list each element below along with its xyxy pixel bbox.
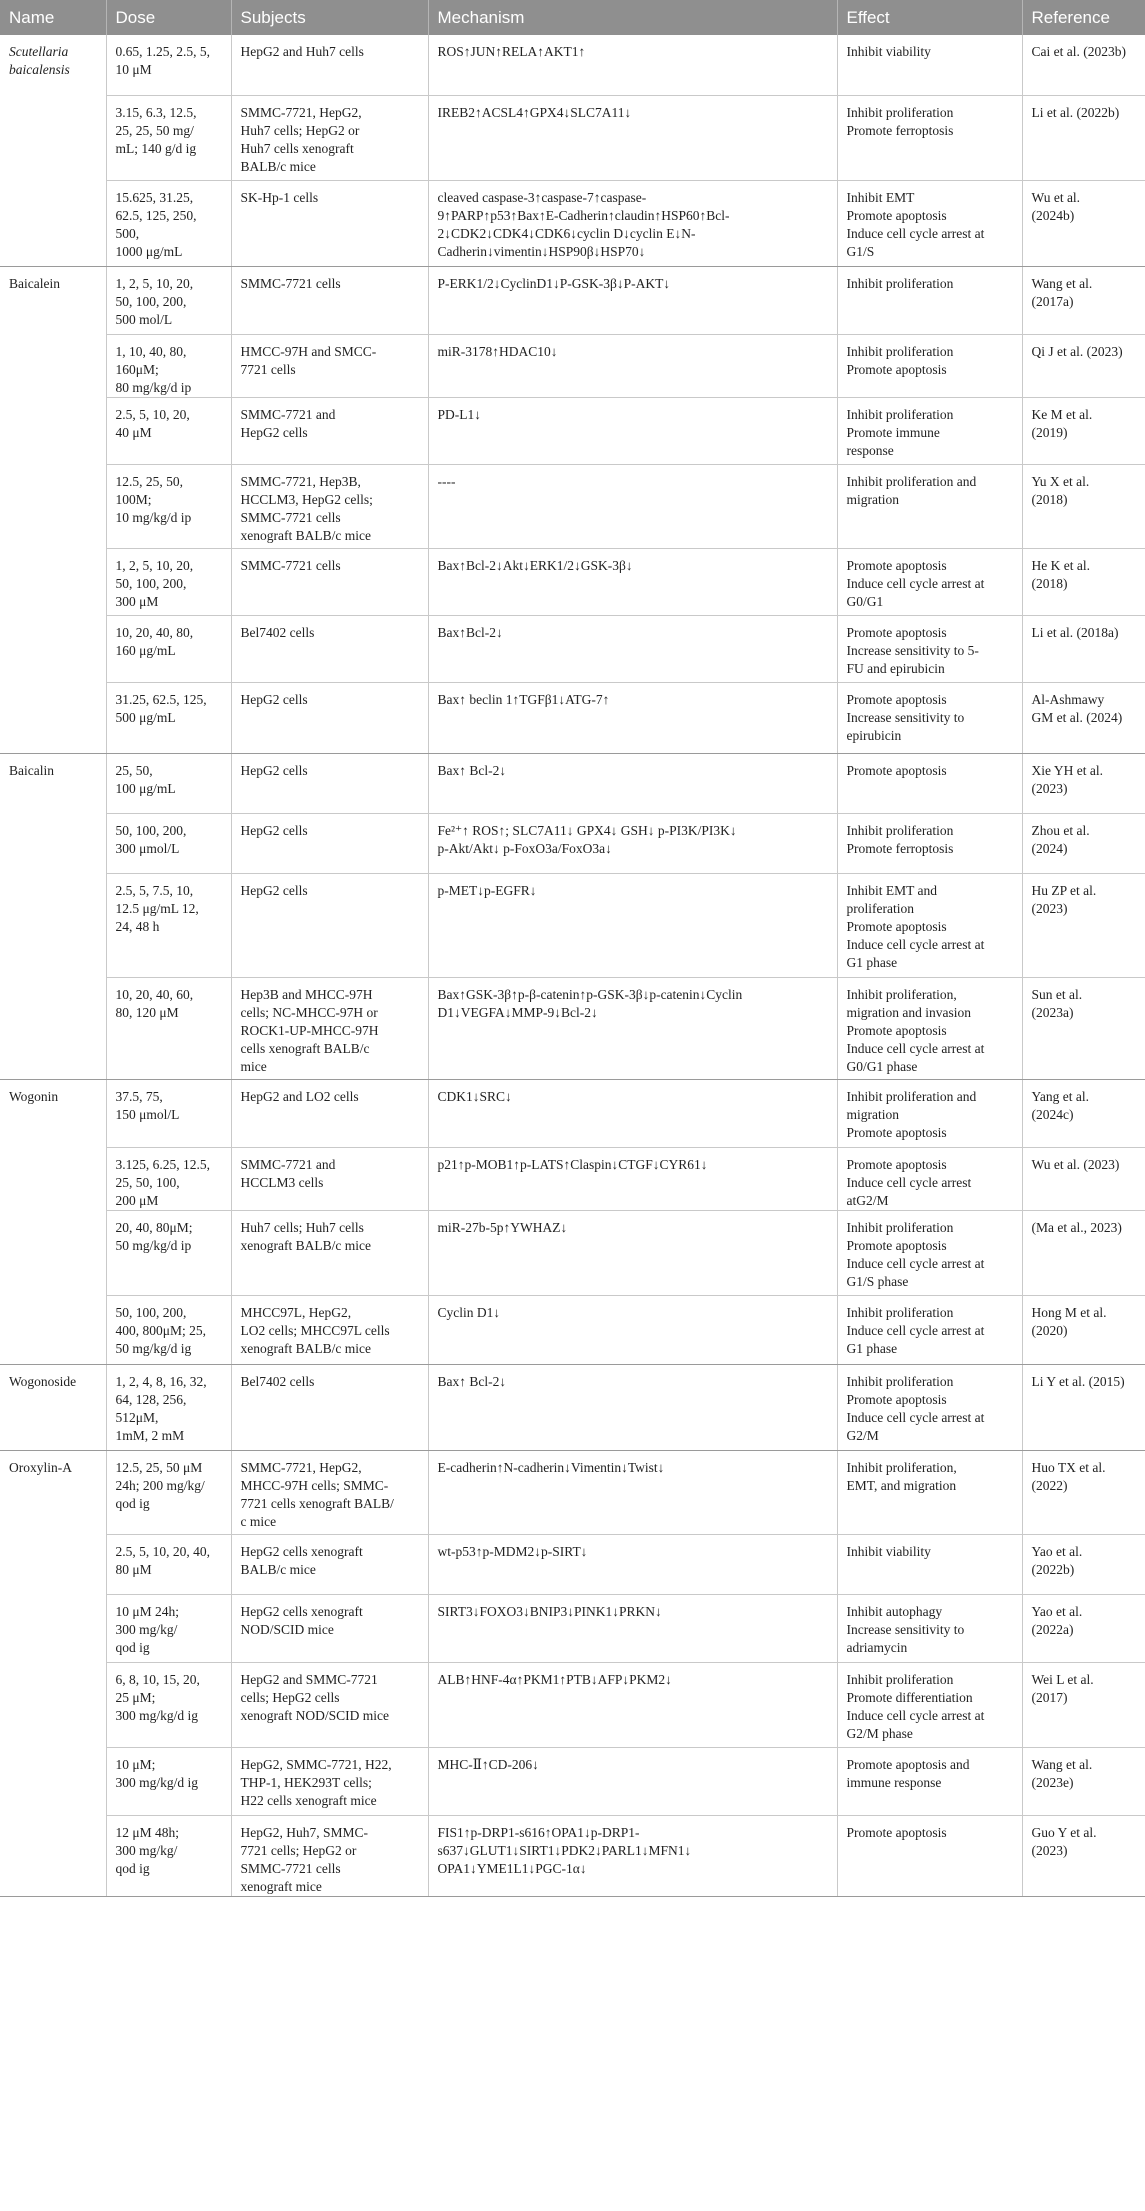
dose-cell: 10 μM; 300 mg/kg/d ig <box>106 1747 231 1815</box>
mechanism-cell: CDK1↓SRC↓ <box>428 1079 837 1147</box>
reference-cell: Yao et al. (2022a) <box>1022 1594 1145 1662</box>
table-row <box>0 548 1145 615</box>
reference-cell: He K et al. (2018) <box>1022 548 1145 615</box>
effect-cell: Inhibit proliferation, EMT, and migration <box>837 1450 1022 1534</box>
reference-cell: Li et al. (2022b) <box>1022 95 1145 180</box>
mechanism-cell: P-ERK1/2↓CyclinD1↓P-GSK-3β↓P-AKT↓ <box>428 266 837 334</box>
table-row <box>0 1079 1145 1147</box>
dose-cell: 25, 50, 100 μg/mL <box>106 753 231 813</box>
header-effect: Effect <box>837 0 1022 35</box>
header-row <box>0 0 1145 35</box>
table-row <box>0 35 1145 95</box>
compound-name: Baicalein <box>0 266 106 753</box>
dose-cell: 12.5, 25, 50, 100M; 10 mg/kg/d ip <box>106 464 231 548</box>
mechanism-cell: cleaved caspase-3↑caspase-7↑caspase- 9↑PARP↑p53↑Bax↑E-Cadherin↑claudin↑HSP60↑Bcl- 2↓CDK2↓CDK4↓CDK6↓cyclin D↓cyclin E↓N- Cadherin↓vimentin↓HSP90β↓HSP70↓ <box>428 180 837 266</box>
dose-cell: 3.125, 6.25, 12.5, 25, 50, 100, 200 μM <box>106 1147 231 1210</box>
effect-cell: Promote apoptosis Increase sensitivity to 5- FU and epirubicin <box>837 615 1022 682</box>
table-row <box>0 1210 1145 1295</box>
reference-cell: (Ma et al., 2023) <box>1022 1210 1145 1295</box>
dose-cell: 3.15, 6.3, 12.5, 25, 25, 50 mg/ mL; 140 g/d ig <box>106 95 231 180</box>
reference-cell: Qi J et al. (2023) <box>1022 334 1145 397</box>
dose-cell: 0.65, 1.25, 2.5, 5, 10 μM <box>106 35 231 95</box>
dose-cell: 37.5, 75, 150 μmol/L <box>106 1079 231 1147</box>
reference-cell: Yu X et al. (2018) <box>1022 464 1145 548</box>
dose-cell: 1, 2, 4, 8, 16, 32, 64, 128, 256, 512μM, 1mM, 2 mM <box>106 1364 231 1450</box>
reference-cell: Ke M et al. (2019) <box>1022 397 1145 464</box>
effect-cell: Promote apoptosis and immune response <box>837 1747 1022 1815</box>
dose-cell: 50, 100, 200, 300 μmol/L <box>106 813 231 873</box>
dose-cell: 10, 20, 40, 80, 160 μg/mL <box>106 615 231 682</box>
dose-cell: 31.25, 62.5, 125, 500 μg/mL <box>106 682 231 753</box>
effect-cell: Promote apoptosis Induce cell cycle arrest atG2/M <box>837 1147 1022 1210</box>
reference-cell: Wang et al. (2017a) <box>1022 266 1145 334</box>
table-row <box>0 1450 1145 1534</box>
effect-cell: Inhibit proliferation and migration Promote apoptosis <box>837 1079 1022 1147</box>
subjects-cell: SMMC-7721 and HepG2 cells <box>231 397 428 464</box>
mechanism-cell: ROS↑JUN↑RELA↑AKT1↑ <box>428 35 837 95</box>
subjects-cell: HepG2 cells <box>231 753 428 813</box>
effect-cell: Inhibit viability <box>837 35 1022 95</box>
effect-cell: Inhibit viability <box>837 1534 1022 1594</box>
table-body <box>0 35 1145 1896</box>
subjects-cell: HepG2, SMMC-7721, H22, THP-1, HEK293T cells; H22 cells xenograft mice <box>231 1747 428 1815</box>
mechanism-cell: Bax↑Bcl-2↓ <box>428 615 837 682</box>
table-row <box>0 1815 1145 1896</box>
effect-cell: Promote apoptosis Induce cell cycle arrest at G0/G1 <box>837 548 1022 615</box>
mechanism-cell: ALB↑HNF-4α↑PKM1↑PTB↓AFP↓PKM2↓ <box>428 1662 837 1747</box>
effect-cell: Inhibit proliferation Promote apoptosis Induce cell cycle arrest at G1/S phase <box>837 1210 1022 1295</box>
effect-cell: Inhibit proliferation and migration <box>837 464 1022 548</box>
reference-cell: Li Y et al. (2015) <box>1022 1364 1145 1450</box>
mechanism-cell: Fe²⁺↑ ROS↑; SLC7A11↓ GPX4↓ GSH↓ p-PI3K/PI3K↓ p-Akt/Akt↓ p-FoxO3a/FoxO3a↓ <box>428 813 837 873</box>
subjects-cell: SMMC-7721 and HCCLM3 cells <box>231 1147 428 1210</box>
effect-cell: Promote apoptosis <box>837 753 1022 813</box>
effect-cell: Inhibit proliferation Promote apoptosis <box>837 334 1022 397</box>
reference-cell: Hu ZP et al. (2023) <box>1022 873 1145 977</box>
subjects-cell: HepG2 cells <box>231 813 428 873</box>
dose-cell: 2.5, 5, 10, 20, 40 μM <box>106 397 231 464</box>
subjects-cell: HepG2 cells <box>231 682 428 753</box>
subjects-cell: SMMC-7721, HepG2, MHCC-97H cells; SMMC- 7721 cells xenograft BALB/ c mice <box>231 1450 428 1534</box>
subjects-cell: HepG2 and SMMC-7721 cells; HepG2 cells xenograft NOD/SCID mice <box>231 1662 428 1747</box>
mechanism-cell: Bax↑ Bcl-2↓ <box>428 753 837 813</box>
reference-cell: Wu et al. (2023) <box>1022 1147 1145 1210</box>
dose-cell: 6, 8, 10, 15, 20, 25 μM; 300 mg/kg/d ig <box>106 1662 231 1747</box>
reference-cell: Li et al. (2018a) <box>1022 615 1145 682</box>
mechanism-cell: Bax↑ Bcl-2↓ <box>428 1364 837 1450</box>
table-row <box>0 873 1145 977</box>
dose-cell: 10, 20, 40, 60, 80, 120 μM <box>106 977 231 1079</box>
reference-cell: Xie YH et al. (2023) <box>1022 753 1145 813</box>
effect-cell: Inhibit proliferation Promote ferroptosis <box>837 813 1022 873</box>
table-row <box>0 1747 1145 1815</box>
reference-cell: Wei L et al. (2017) <box>1022 1662 1145 1747</box>
effect-cell: Inhibit proliferation, migration and invasion Promote apoptosis Induce cell cycle arrest at G0/G1 phase <box>837 977 1022 1079</box>
mechanism-cell: p21↑p-MOB1↑p-LATS↑Claspin↓CTGF↓CYR61↓ <box>428 1147 837 1210</box>
mechanism-cell: Bax↑ beclin 1↑TGFβ1↓ATG-7↑ <box>428 682 837 753</box>
dose-cell: 2.5, 5, 10, 20, 40, 80 μM <box>106 1534 231 1594</box>
dose-cell: 1, 2, 5, 10, 20, 50, 100, 200, 500 mol/L <box>106 266 231 334</box>
effect-cell: Inhibit proliferation Promote ferroptosis <box>837 95 1022 180</box>
mechanism-cell: ---- <box>428 464 837 548</box>
dose-cell: 12.5, 25, 50 μM 24h; 200 mg/kg/ qod ig <box>106 1450 231 1534</box>
table-row <box>0 977 1145 1079</box>
reference-cell: Huo TX et al. (2022) <box>1022 1450 1145 1534</box>
dose-cell: 12 μM 48h; 300 mg/kg/ qod ig <box>106 1815 231 1896</box>
dose-cell: 20, 40, 80μM; 50 mg/kg/d ip <box>106 1210 231 1295</box>
header-name: Name <box>0 0 106 35</box>
mechanism-cell: IREB2↑ACSL4↑GPX4↓SLC7A11↓ <box>428 95 837 180</box>
table-row <box>0 95 1145 180</box>
header-dose: Dose <box>106 0 231 35</box>
mechanism-cell: p-MET↓p-EGFR↓ <box>428 873 837 977</box>
compound-name: Wogonoside <box>0 1364 106 1450</box>
subjects-cell: MHCC97L, HepG2, LO2 cells; MHCC97L cells xenograft BALB/c mice <box>231 1295 428 1364</box>
header-reference: Reference <box>1022 0 1145 35</box>
mechanism-cell: miR-27b-5p↑YWHAZ↓ <box>428 1210 837 1295</box>
compound-name: Oroxylin-A <box>0 1450 106 1896</box>
table-row <box>0 266 1145 334</box>
subjects-cell: HepG2 cells xenograft NOD/SCID mice <box>231 1594 428 1662</box>
dose-cell: 15.625, 31.25, 62.5, 125, 250, 500, 1000 μg/mL <box>106 180 231 266</box>
subjects-cell: SK-Hp-1 cells <box>231 180 428 266</box>
table-row <box>0 615 1145 682</box>
table-row <box>0 1364 1145 1450</box>
mechanism-cell: MHC-Ⅱ↑CD-206↓ <box>428 1747 837 1815</box>
subjects-cell: Bel7402 cells <box>231 615 428 682</box>
reference-cell: Zhou et al. (2024) <box>1022 813 1145 873</box>
table-row <box>0 682 1145 753</box>
mechanism-cell: PD-L1↓ <box>428 397 837 464</box>
mechanism-cell: FIS1↑p-DRP1-s616↑OPA1↓p-DRP1- s637↓GLUT1↓SIRT1↓PDK2↓PARL1↓MFN1↓ OPA1↓YME1L1↓PGC-1α↓ <box>428 1815 837 1896</box>
dose-cell: 2.5, 5, 7.5, 10, 12.5 μg/mL 12, 24, 48 h <box>106 873 231 977</box>
dose-cell: 50, 100, 200, 400, 800μM; 25, 50 mg/kg/d ig <box>106 1295 231 1364</box>
mechanism-cell: E-cadherin↑N-cadherin↓Vimentin↓Twist↓ <box>428 1450 837 1534</box>
subjects-cell: HMCC-97H and SMCC- 7721 cells <box>231 334 428 397</box>
reference-cell: Sun et al. (2023a) <box>1022 977 1145 1079</box>
effect-cell: Inhibit autophagy Increase sensitivity to adriamycin <box>837 1594 1022 1662</box>
dose-cell: 1, 2, 5, 10, 20, 50, 100, 200, 300 μM <box>106 548 231 615</box>
table-row <box>0 1147 1145 1210</box>
effect-cell: Inhibit proliferation Induce cell cycle arrest at G1 phase <box>837 1295 1022 1364</box>
subjects-cell: HepG2 cells xenograft BALB/c mice <box>231 1534 428 1594</box>
table-row <box>0 464 1145 548</box>
compound-name: Scutellaria baicalensis <box>0 35 106 266</box>
table-row <box>0 1662 1145 1747</box>
compound-name: Wogonin <box>0 1079 106 1364</box>
table-row <box>0 1594 1145 1662</box>
effect-cell: Inhibit EMT Promote apoptosis Induce cell cycle arrest at G1/S <box>837 180 1022 266</box>
mechanism-cell: wt-p53↑p-MDM2↓p-SIRT↓ <box>428 1534 837 1594</box>
table-row <box>0 397 1145 464</box>
table-row <box>0 180 1145 266</box>
reference-cell: Al-Ashmawy GM et al. (2024) <box>1022 682 1145 753</box>
effect-cell: Inhibit proliferation Promote immune response <box>837 397 1022 464</box>
reference-cell: Hong M et al. (2020) <box>1022 1295 1145 1364</box>
table-header <box>0 0 1145 35</box>
subjects-cell: HepG2 and Huh7 cells <box>231 35 428 95</box>
table-row <box>0 813 1145 873</box>
table-row <box>0 1295 1145 1364</box>
effect-cell: Inhibit EMT and proliferation Promote apoptosis Induce cell cycle arrest at G1 phase <box>837 873 1022 977</box>
mechanism-cell: Cyclin D1↓ <box>428 1295 837 1364</box>
mechanism-cell: SIRT3↓FOXO3↓BNIP3↓PINK1↓PRKN↓ <box>428 1594 837 1662</box>
reference-cell: Yang et al. (2024c) <box>1022 1079 1145 1147</box>
table-row <box>0 753 1145 813</box>
header-subjects: Subjects <box>231 0 428 35</box>
subjects-cell: HepG2 and LO2 cells <box>231 1079 428 1147</box>
mechanism-cell: Bax↑GSK-3β↑p-β-catenin↑p-GSK-3β↓p-catenin↓Cyclin D1↓VEGFA↓MMP-9↓Bcl-2↓ <box>428 977 837 1079</box>
dose-cell: 10 μM 24h; 300 mg/kg/ qod ig <box>106 1594 231 1662</box>
effect-cell: Inhibit proliferation <box>837 266 1022 334</box>
effect-cell: Promote apoptosis Increase sensitivity to epirubicin <box>837 682 1022 753</box>
subjects-cell: SMMC-7721 cells <box>231 266 428 334</box>
effect-cell: Promote apoptosis <box>837 1815 1022 1896</box>
dose-cell: 1, 10, 40, 80, 160μM; 80 mg/kg/d ip <box>106 334 231 397</box>
subjects-cell: SMMC-7721, Hep3B, HCCLM3, HepG2 cells; SMMC-7721 cells xenograft BALB/c mice <box>231 464 428 548</box>
subjects-cell: HepG2, Huh7, SMMC- 7721 cells; HepG2 or SMMC-7721 cells xenograft mice <box>231 1815 428 1896</box>
reference-cell: Wang et al. (2023e) <box>1022 1747 1145 1815</box>
compound-name: Baicalin <box>0 753 106 1079</box>
effect-cell: Inhibit proliferation Promote differentiation Induce cell cycle arrest at G2/M phase <box>837 1662 1022 1747</box>
table-row <box>0 1534 1145 1594</box>
reference-cell: Yao et al. (2022b) <box>1022 1534 1145 1594</box>
effect-cell: Inhibit proliferation Promote apoptosis Induce cell cycle arrest at G2/M <box>837 1364 1022 1450</box>
table-row <box>0 334 1145 397</box>
mechanism-cell: miR-3178↑HDAC10↓ <box>428 334 837 397</box>
subjects-cell: Hep3B and MHCC-97H cells; NC-MHCC-97H or ROCK1-UP-MHCC-97H cells xenograft BALB/c mice <box>231 977 428 1079</box>
mechanism-cell: Bax↑Bcl-2↓Akt↓ERK1/2↓GSK-3β↓ <box>428 548 837 615</box>
subjects-cell: Huh7 cells; Huh7 cells xenograft BALB/c mice <box>231 1210 428 1295</box>
subjects-cell: SMMC-7721, HepG2, Huh7 cells; HepG2 or Huh7 cells xenograft BALB/c mice <box>231 95 428 180</box>
reference-cell: Guo Y et al. (2023) <box>1022 1815 1145 1896</box>
reference-cell: Cai et al. (2023b) <box>1022 35 1145 95</box>
subjects-cell: HepG2 cells <box>231 873 428 977</box>
header-mechanism: Mechanism <box>428 0 837 35</box>
reference-cell: Wu et al. (2024b) <box>1022 180 1145 266</box>
subjects-cell: Bel7402 cells <box>231 1364 428 1450</box>
subjects-cell: SMMC-7721 cells <box>231 548 428 615</box>
